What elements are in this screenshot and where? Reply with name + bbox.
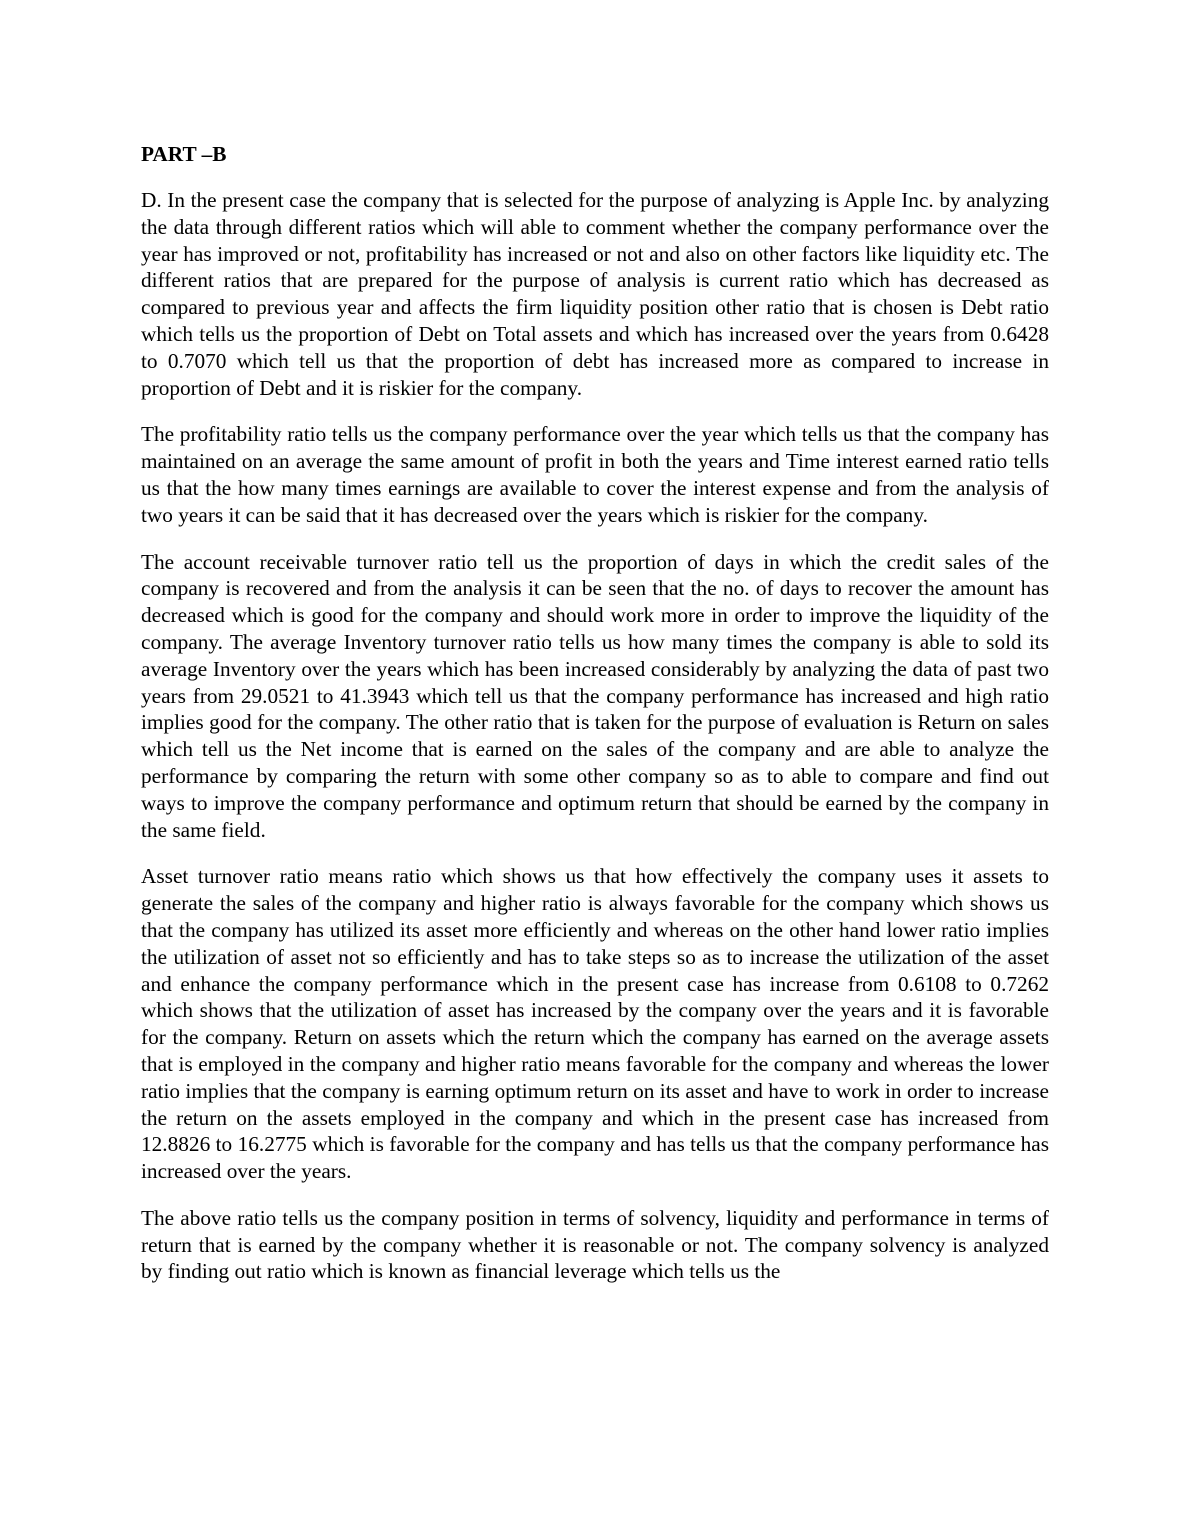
section-heading: PART –B — [141, 142, 227, 166]
paragraph-liquidity-debt: D. In the present case the company that is selected for the purpose of analyzing is Apple Inc. by analyzing the data through different ratios which will able to comment whether the company performance over the year has improved or not, profitability has increased or not and also on other factors like liquidity etc. The different ratios that are prepared for the purpose of analysis is current ratio which has decreased as compared to previous year and affects the firm liquidity position other ratio that is chosen is Debt ratio which tells us the proportion of Debt on Total assets and which has increased over the years from 0.6428 to 0.7070 which tell us that the proportion of debt has increased more as compared to increase in proportion of Debt and it is riskier for the company. — [141, 188, 1049, 400]
document-page — [141, 140, 1049, 1305]
paragraph-asset-turnover: Asset turnover ratio means ratio which shows us that how effectively the company uses it assets to generate the sales of the company and higher ratio is always favorable for the company which shows us that the company has utilized its asset more efficiently and whereas on the other hand lower ratio implies the utilization of asset not so efficiently and has to take steps so as to increase the utilization of the asset and enhance the company performance which in the present case has increase from 0.6108 to 0.7262 which shows that the utilization of asset has increased by the company over the years and it is favorable for the company. Return on assets which the return which the company has earned on the average assets that is employed in the company and higher ratio means favorable for the company and whereas the lower ratio implies that the company is earning optimum return on its asset and have to work in order to increase the return on the assets employed in the company and which in the present case has increased from 12.8826 to 16.2775 which is favorable for the company and has tells us that the company performance has increased over the years. — [141, 864, 1049, 1184]
paragraph-solvency: The above ratio tells us the company position in terms of solvency, liquidity and performance in terms of return that is earned by the company whether it is reasonable or not. The company solvency is analyzed by finding out ratio which is known as financial leverage which tells us the — [141, 1205, 1049, 1284]
paragraph-profitability: The profitability ratio tells us the company performance over the year which tells us that the company has maintained on an average the same amount of profit in both the years and Time interest earned ratio tells us that the how many times earnings are available to cover the interest expense and from the analysis of two years it can be said that it has decreased over the years which is riskier for the company. — [141, 422, 1049, 527]
paragraph-turnover-return-on-sales: The account receivable turnover ratio tell us the proportion of days in which the credit sales of the company is recovered and from the analysis it can be seen that the no. of days to recover the amount has decreased which is good for the company and should work more in order to improve the liquidity of the company. The average Inventory turnover ratio tells us how many times the company is able to sold its average Inventory over the years which has been increased considerably by analyzing the data of past two years from 29.0521 to 41.3943 which tell us that the company performance has increased and high ratio implies good for the company. The other ratio that is taken for the purpose of evaluation is Return on sales which tell us the Net income that is earned on the sales of the company and are able to analyze the performance by comparing the return with some other company so as to able to compare and find out ways to improve the company performance and optimum return that should be earned by the company in the same field. — [141, 549, 1049, 842]
